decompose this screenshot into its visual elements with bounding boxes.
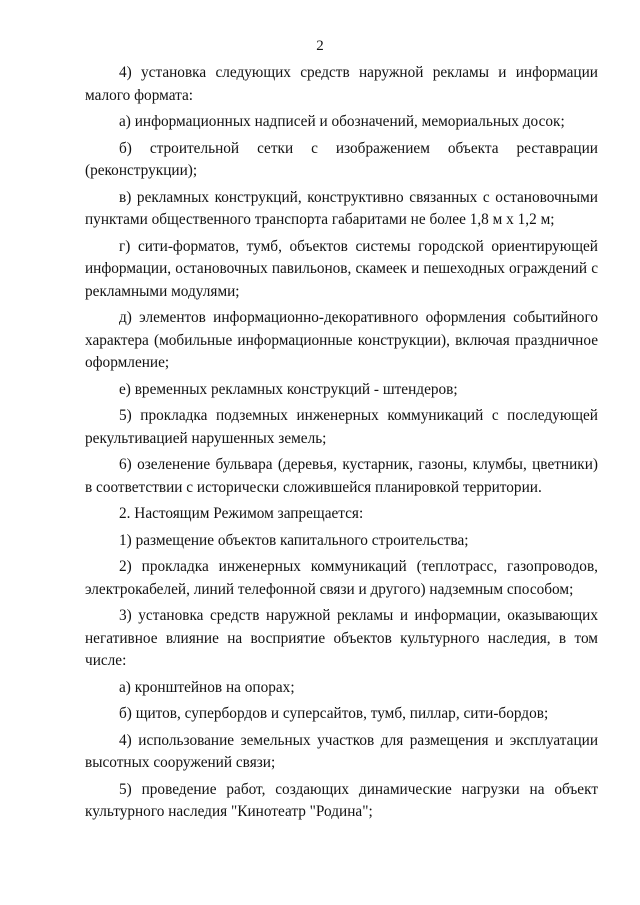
paragraph-e-sandwich-boards: е) временных рекламных конструкций - штендеров;: [119, 380, 458, 398]
paragraph-a-brackets: а) кронштейнов на опорах;: [119, 678, 295, 696]
paragraph-6-landscaping: 6) озеленение бульвара (деревья, кустарник, газоны, клумбы, цветники) в соответствии с исторически сложившейся планировкой территории.: [85, 456, 598, 496]
paragraph-g-city-formats: г) сити-форматов, тумб, объектов системы городской ориентирующей информации, остановочных павильонов, скамеек и пешеходных ограждений с рекламными модулями;: [85, 237, 598, 300]
paragraph-d-event-decor: д) элементов информационно-декоративного оформления событийного характера (мобильные информационные конструкции), включая праздничное оформление;: [85, 309, 598, 371]
paragraph-3-negative-ads: 3) установка средств наружной рекламы и информации, оказывающих негативное влияние на восприятие объектов культурного наследия, в том числе:: [85, 607, 598, 669]
paragraph-b-billboards: б) щитов, супербордов и суперсайтов, тумб, пиллар, сити-бордов;: [119, 705, 549, 722]
paragraph-b-construction-mesh: б) строительной сетки с изображением объекта реставрации (реконструкции);: [85, 139, 598, 179]
paragraph-v-bus-stop-ads: в) рекламных конструкций, конструктивно связанных с остановочными пунктами общественного транспорта габаритами не более 1,8 м х 1,2 м;: [85, 188, 598, 228]
paragraph-1-capital-construction: 1) размещение объектов капитального строительства;: [119, 531, 469, 549]
paragraph-2-overhead-utilities: 2) прокладка инженерных коммуникаций (теплотрасс, газопроводов, электрокабелей, линий телефонной связи и другого) надземным способом;: [85, 558, 598, 598]
paragraph-4-communication-towers: 4) использование земельных участков для размещения и эксплуатации высотных сооружений связи;: [85, 731, 598, 771]
paragraph-5-dynamic-loads: 5) проведение работ, создающих динамические нагрузки на объект культурного наследия "Кинотеатр "Родина";: [85, 780, 598, 820]
paragraph-5-underground-utilities: 5) прокладка подземных инженерных коммуникаций с последующей рекультивацией нарушенных земель;: [85, 407, 598, 447]
section-2-prohibited: 2. Настоящим Режимом запрещается:: [119, 505, 364, 522]
document-body: [85, 62, 598, 828]
paragraph-4-advertising: 4) установка следующих средств наружной рекламы и информации малого формата:: [85, 64, 598, 104]
paragraph-a-inscriptions: а) информационных надписей и обозначений, мемориальных досок;: [119, 113, 565, 130]
page-number: 2: [316, 38, 324, 54]
